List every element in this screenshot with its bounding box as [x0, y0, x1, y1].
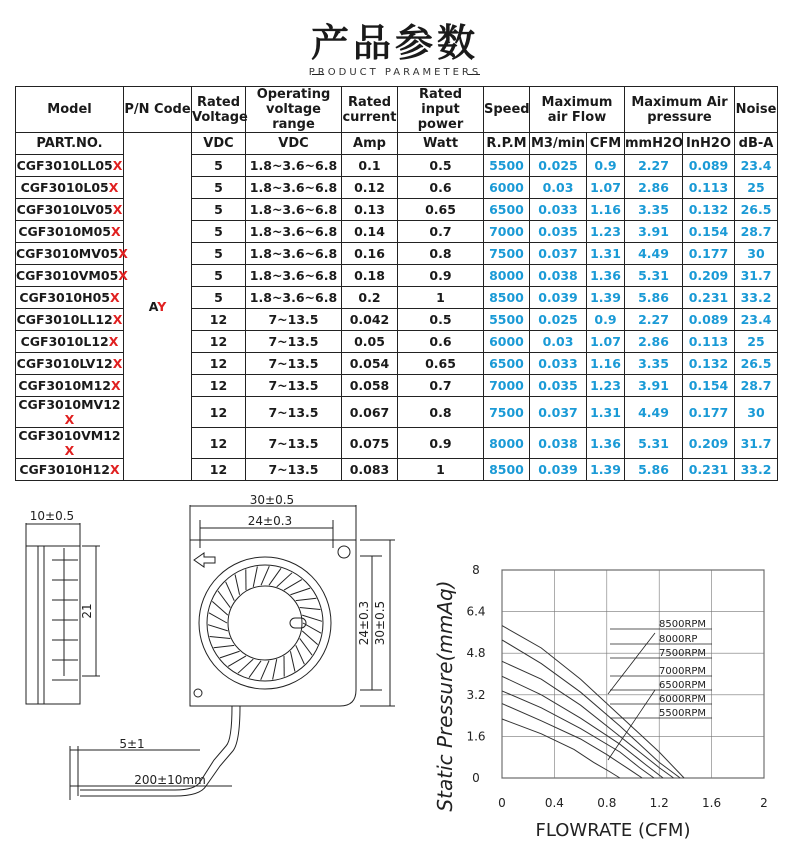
cell-noise: 26.5 — [735, 199, 778, 221]
legend-label: 8500RPM — [659, 619, 707, 630]
cell-mmh2o: 5.31 — [625, 428, 683, 459]
model-suffix: X — [109, 290, 120, 305]
cell-inh2o: 0.209 — [683, 265, 735, 287]
series-line — [502, 719, 620, 778]
cell-noise: 30 — [735, 397, 778, 428]
impeller-blade — [220, 651, 240, 658]
legend-label: 6000RPM — [659, 694, 707, 705]
cell-rpm: 8000 — [484, 265, 530, 287]
legend-label: 6500RPM — [659, 680, 707, 691]
pn-code-a: A — [148, 299, 158, 314]
model-number: CGF3010MV05 — [16, 246, 119, 261]
cell-cfm: 1.23 — [587, 375, 625, 397]
cell-noise: 25 — [735, 177, 778, 199]
cell-range: 1.8~3.6~6.8 — [246, 155, 342, 177]
header-pn-code: P/N Code — [124, 87, 192, 133]
model-number: CGF3010H12 — [19, 462, 110, 477]
cell-mmh2o: 2.27 — [625, 155, 683, 177]
legend-arrow — [608, 690, 655, 760]
cell-rpm: 6500 — [484, 353, 530, 375]
cell-range: 7~13.5 — [246, 397, 342, 428]
cell-noise: 26.5 — [735, 353, 778, 375]
cell-rpm: 6500 — [484, 199, 530, 221]
impeller-blade — [208, 625, 228, 631]
cell-mmh2o: 3.91 — [625, 221, 683, 243]
cell-inh2o: 0.089 — [683, 155, 735, 177]
x-tick-label: 1.2 — [649, 796, 669, 810]
y-tick-label: 1.6 — [466, 729, 486, 744]
cell-power: 0.9 — [398, 428, 484, 459]
cell-rpm: 8000 — [484, 428, 530, 459]
cell-noise: 33.2 — [735, 287, 778, 309]
wire-length-label: 200±10mm — [134, 773, 206, 787]
impeller-blade — [300, 608, 321, 610]
cell-rpm: 8500 — [484, 287, 530, 309]
unit-watt: Watt — [398, 133, 484, 155]
legend-label: 5500RPM — [659, 708, 707, 719]
impeller-blade — [300, 638, 312, 655]
cell-range: 7~13.5 — [246, 353, 342, 375]
cell-power: 0.65 — [398, 199, 484, 221]
model-suffix: X — [118, 268, 128, 283]
impeller-blade — [302, 631, 318, 645]
header-operating-range: Operating voltage range — [246, 87, 342, 133]
unit-rpm: R.P.M — [484, 133, 530, 155]
cell-m3: 0.03 — [530, 331, 587, 353]
cell-voltage: 5 — [192, 155, 246, 177]
cell-voltage: 5 — [192, 287, 246, 309]
model-suffix: X — [109, 462, 120, 477]
chart-xlabel: FLOWRATE (CFM) — [535, 820, 691, 841]
cell-cfm: 0.9 — [587, 309, 625, 331]
cell-m3: 0.038 — [530, 428, 587, 459]
impeller-blade — [249, 661, 261, 678]
header-rated-current: Rated current — [342, 87, 398, 133]
legend-label: 8000RP — [659, 634, 698, 645]
impeller-blade — [290, 651, 295, 671]
cell-current: 0.18 — [342, 265, 398, 287]
cell-current: 0.054 — [342, 353, 398, 375]
cell-cfm: 1.36 — [587, 428, 625, 459]
x-tick-label: 0.8 — [597, 796, 617, 810]
cell-range: 7~13.5 — [246, 375, 342, 397]
cell-rpm: 8500 — [484, 459, 530, 481]
model-number: CGF3010VM12 — [18, 428, 121, 443]
cell-m3: 0.025 — [530, 309, 587, 331]
x-tick-label: 0.4 — [544, 796, 564, 810]
y-tick-label: 6.4 — [466, 604, 486, 619]
cell-m3: 0.037 — [530, 397, 587, 428]
front-view — [70, 505, 395, 800]
model-suffix: X — [118, 246, 128, 261]
cell-noise: 28.7 — [735, 221, 778, 243]
cell-cfm: 1.39 — [587, 459, 625, 481]
chart-ylabel: Static Pressure(mmAq) — [433, 580, 457, 812]
impeller-blade — [296, 598, 317, 600]
cell-power: 0.7 — [398, 375, 484, 397]
cell-mmh2o: 4.49 — [625, 243, 683, 265]
unit-range-vdc: VDC — [246, 133, 342, 155]
cell-range: 1.8~3.6~6.8 — [246, 265, 342, 287]
cell-inh2o: 0.132 — [683, 353, 735, 375]
cell-inh2o: 0.154 — [683, 375, 735, 397]
cell-current: 0.13 — [342, 199, 398, 221]
cell-cfm: 1.31 — [587, 243, 625, 265]
cell-m3: 0.035 — [530, 375, 587, 397]
cell-power: 0.6 — [398, 177, 484, 199]
cell-power: 0.8 — [398, 397, 484, 428]
unit-cfm: CFM — [587, 133, 625, 155]
cell-power: 0.7 — [398, 221, 484, 243]
cell-m3: 0.033 — [530, 353, 587, 375]
cell-cfm: 1.39 — [587, 287, 625, 309]
impeller-blade — [277, 573, 292, 587]
unit-vdc: VDC — [192, 133, 246, 155]
cell-current: 0.042 — [342, 309, 398, 331]
cell-voltage: 5 — [192, 221, 246, 243]
cell-rpm: 7000 — [484, 221, 530, 243]
cell-rpm: 7500 — [484, 243, 530, 265]
cell-cfm: 1.16 — [587, 199, 625, 221]
model-number: CGF3010L12 — [20, 334, 109, 349]
cell-m3: 0.039 — [530, 287, 587, 309]
cell-m3: 0.039 — [530, 459, 587, 481]
front-inner-width-label: 24±0.3 — [247, 514, 293, 528]
model-number: CGF3010M05 — [18, 224, 111, 239]
y-tick-label: 3.2 — [466, 687, 486, 702]
cell-m3: 0.033 — [530, 199, 587, 221]
cell-voltage: 5 — [192, 177, 246, 199]
cell-voltage: 12 — [192, 459, 246, 481]
model-suffix: X — [110, 224, 121, 239]
model-number: CGF3010LL12 — [16, 312, 113, 327]
cell-noise: 31.7 — [735, 265, 778, 287]
cell-voltage: 12 — [192, 331, 246, 353]
cell-power: 0.6 — [398, 331, 484, 353]
cell-noise: 25 — [735, 331, 778, 353]
cell-current: 0.058 — [342, 375, 398, 397]
model-suffix: X — [108, 180, 119, 195]
model-number: CGF3010LV05 — [16, 202, 113, 217]
series-line — [502, 626, 684, 778]
cell-range: 1.8~3.6~6.8 — [246, 199, 342, 221]
impeller-blade — [261, 661, 269, 680]
cell-range: 1.8~3.6~6.8 — [246, 177, 342, 199]
cell-m3: 0.03 — [530, 177, 587, 199]
impeller-blade — [303, 623, 321, 633]
cell-rpm: 6000 — [484, 177, 530, 199]
cell-current: 0.14 — [342, 221, 398, 243]
pn-code-y: Y — [157, 299, 167, 314]
cell-range: 7~13.5 — [246, 459, 342, 481]
cell-power: 1 — [398, 287, 484, 309]
impeller-blade — [269, 568, 281, 585]
cell-inh2o: 0.177 — [683, 243, 735, 265]
side-fins — [52, 560, 78, 680]
cell-cfm: 1.31 — [587, 397, 625, 428]
cell-power: 0.65 — [398, 353, 484, 375]
unit-m3min: M3/min — [530, 133, 587, 155]
cell-inh2o: 0.154 — [683, 221, 735, 243]
cell-range: 1.8~3.6~6.8 — [246, 221, 342, 243]
cell-rpm: 5500 — [484, 309, 530, 331]
x-tick-label: 2 — [760, 796, 768, 810]
impeller-blade — [226, 582, 235, 601]
impeller-blade — [209, 613, 227, 623]
model-suffix: X — [64, 412, 75, 427]
cell-inh2o: 0.209 — [683, 428, 735, 459]
cell-power: 0.5 — [398, 309, 484, 331]
y-tick-label: 0 — [472, 771, 480, 785]
impeller-blade — [261, 566, 269, 585]
header-rated-power: Rated input power — [398, 87, 484, 133]
legend-label: 7500RPM — [659, 648, 707, 659]
header-air-pressure: Maximum Air pressure — [625, 87, 735, 133]
model-number: CGF3010H05 — [19, 290, 110, 305]
impeller-blade — [210, 636, 231, 638]
cell-mmh2o: 2.86 — [625, 177, 683, 199]
cell-inh2o: 0.132 — [683, 199, 735, 221]
cell-voltage: 12 — [192, 309, 246, 331]
cell-mmh2o: 3.91 — [625, 375, 683, 397]
header-air-flow: Maximum air Flow — [530, 87, 625, 133]
cell-current: 0.2 — [342, 287, 398, 309]
cell-cfm: 1.36 — [587, 265, 625, 287]
model-number: CGF3010M12 — [18, 378, 111, 393]
cell-cfm: 1.07 — [587, 331, 625, 353]
cell-current: 0.067 — [342, 397, 398, 428]
front-outer-height-label: 30±0.5 — [373, 600, 387, 646]
cell-mmh2o: 5.31 — [625, 265, 683, 287]
cell-noise: 28.7 — [735, 375, 778, 397]
model-suffix: X — [108, 334, 119, 349]
cell-mmh2o: 2.27 — [625, 309, 683, 331]
cell-m3: 0.035 — [530, 221, 587, 243]
cell-voltage: 12 — [192, 428, 246, 459]
unit-amp: Amp — [342, 133, 398, 155]
impeller-blade — [284, 580, 302, 591]
unit-mmh2o: mmH2O — [625, 133, 683, 155]
cell-power: 0.8 — [398, 243, 484, 265]
series-line — [502, 676, 663, 778]
header-model: Model — [16, 87, 124, 133]
cell-rpm: 7500 — [484, 397, 530, 428]
header-speed: Speed — [484, 87, 530, 133]
cell-noise: 33.2 — [735, 459, 778, 481]
cell-range: 7~13.5 — [246, 331, 342, 353]
model-number: CGF3010VM05 — [16, 268, 119, 283]
side-width-label: 10±0.5 — [29, 509, 75, 523]
cell-voltage: 12 — [192, 375, 246, 397]
impeller-blade — [238, 659, 253, 673]
cell-power: 0.9 — [398, 265, 484, 287]
cell-noise: 30 — [735, 243, 778, 265]
model-suffix: X — [64, 443, 75, 458]
impeller-blade — [214, 645, 235, 647]
wire-strip-label: 5±1 — [119, 737, 145, 751]
cell-power: 1 — [398, 459, 484, 481]
y-tick-label: 8 — [472, 563, 480, 577]
model-suffix: X — [112, 312, 123, 327]
cell-inh2o: 0.113 — [683, 177, 735, 199]
cell-mmh2o: 2.86 — [625, 331, 683, 353]
x-tick-label: 1.6 — [702, 796, 722, 810]
cell-mmh2o: 4.49 — [625, 397, 683, 428]
header-noise: Noise — [735, 87, 778, 133]
cell-voltage: 12 — [192, 397, 246, 428]
cell-noise: 23.4 — [735, 155, 778, 177]
model-suffix: X — [110, 378, 121, 393]
model-number: CGF3010LL05 — [16, 158, 113, 173]
model-suffix: X — [112, 202, 123, 217]
cell-noise: 31.7 — [735, 428, 778, 459]
unit-partno: PART.NO. — [16, 133, 124, 155]
cell-inh2o: 0.177 — [683, 397, 735, 428]
model-suffix: X — [112, 158, 123, 173]
legend-label: 7000RPM — [659, 666, 707, 677]
cell-mmh2o: 3.35 — [625, 353, 683, 375]
front-inner-height-label: 24±0.3 — [357, 600, 371, 646]
cell-mmh2o: 5.86 — [625, 287, 683, 309]
cell-range: 7~13.5 — [246, 309, 342, 331]
cell-inh2o: 0.113 — [683, 331, 735, 353]
impeller-blade — [235, 574, 240, 594]
cell-rpm: 6000 — [484, 331, 530, 353]
model-suffix: X — [112, 356, 123, 371]
model-number: CGF3010LV12 — [16, 356, 113, 371]
model-number: CGF3010L05 — [20, 180, 109, 195]
cell-power: 0.5 — [398, 155, 484, 177]
page-title: 产品参数 — [310, 21, 479, 65]
cell-cfm: 1.16 — [587, 353, 625, 375]
cell-mmh2o: 3.35 — [625, 199, 683, 221]
side-height-label: 21 — [80, 603, 94, 619]
cell-mmh2o: 5.86 — [625, 459, 683, 481]
model-number: CGF3010MV12 — [18, 397, 121, 412]
impeller-blade — [212, 601, 228, 615]
cell-inh2o: 0.231 — [683, 287, 735, 309]
header-rated-voltage: Rated Voltage — [192, 87, 246, 133]
series-line — [502, 661, 674, 778]
pq-chart — [466, 563, 767, 810]
cell-inh2o: 0.089 — [683, 309, 735, 331]
cell-inh2o: 0.231 — [683, 459, 735, 481]
series-line — [502, 640, 680, 778]
cell-current: 0.083 — [342, 459, 398, 481]
cell-voltage: 5 — [192, 243, 246, 265]
cell-cfm: 1.07 — [587, 177, 625, 199]
impeller-blade — [228, 656, 246, 667]
cell-range: 1.8~3.6~6.8 — [246, 287, 342, 309]
cell-range: 1.8~3.6~6.8 — [246, 243, 342, 265]
impeller-blade — [296, 645, 305, 664]
cell-current: 0.075 — [342, 428, 398, 459]
impeller-blade — [253, 567, 257, 587]
cell-current: 0.16 — [342, 243, 398, 265]
legend-arrow — [608, 633, 655, 694]
x-tick-label: 0 — [498, 796, 506, 810]
cell-current: 0.1 — [342, 155, 398, 177]
page-subtitle: PRODUCT PARAMETERS — [308, 67, 482, 78]
cell-current: 0.05 — [342, 331, 398, 353]
cell-cfm: 0.9 — [587, 155, 625, 177]
cell-voltage: 5 — [192, 265, 246, 287]
impeller-blades — [208, 566, 322, 680]
cell-range: 7~13.5 — [246, 428, 342, 459]
cell-cfm: 1.23 — [587, 221, 625, 243]
impeller-blade — [290, 588, 310, 595]
cell-m3: 0.025 — [530, 155, 587, 177]
cell-m3: 0.038 — [530, 265, 587, 287]
cell-noise: 23.4 — [735, 309, 778, 331]
cell-rpm: 7000 — [484, 375, 530, 397]
cell-rpm: 5500 — [484, 155, 530, 177]
unit-inh2o: InH2O — [683, 133, 735, 155]
front-outer-width-label: 30±0.5 — [249, 493, 295, 507]
impeller-blade — [218, 591, 230, 608]
cell-voltage: 5 — [192, 199, 246, 221]
impeller-blade — [273, 659, 277, 679]
cell-current: 0.12 — [342, 177, 398, 199]
cell-voltage: 12 — [192, 353, 246, 375]
unit-dba: dB-A — [735, 133, 778, 155]
y-tick-label: 4.8 — [466, 646, 486, 661]
cell-m3: 0.037 — [530, 243, 587, 265]
